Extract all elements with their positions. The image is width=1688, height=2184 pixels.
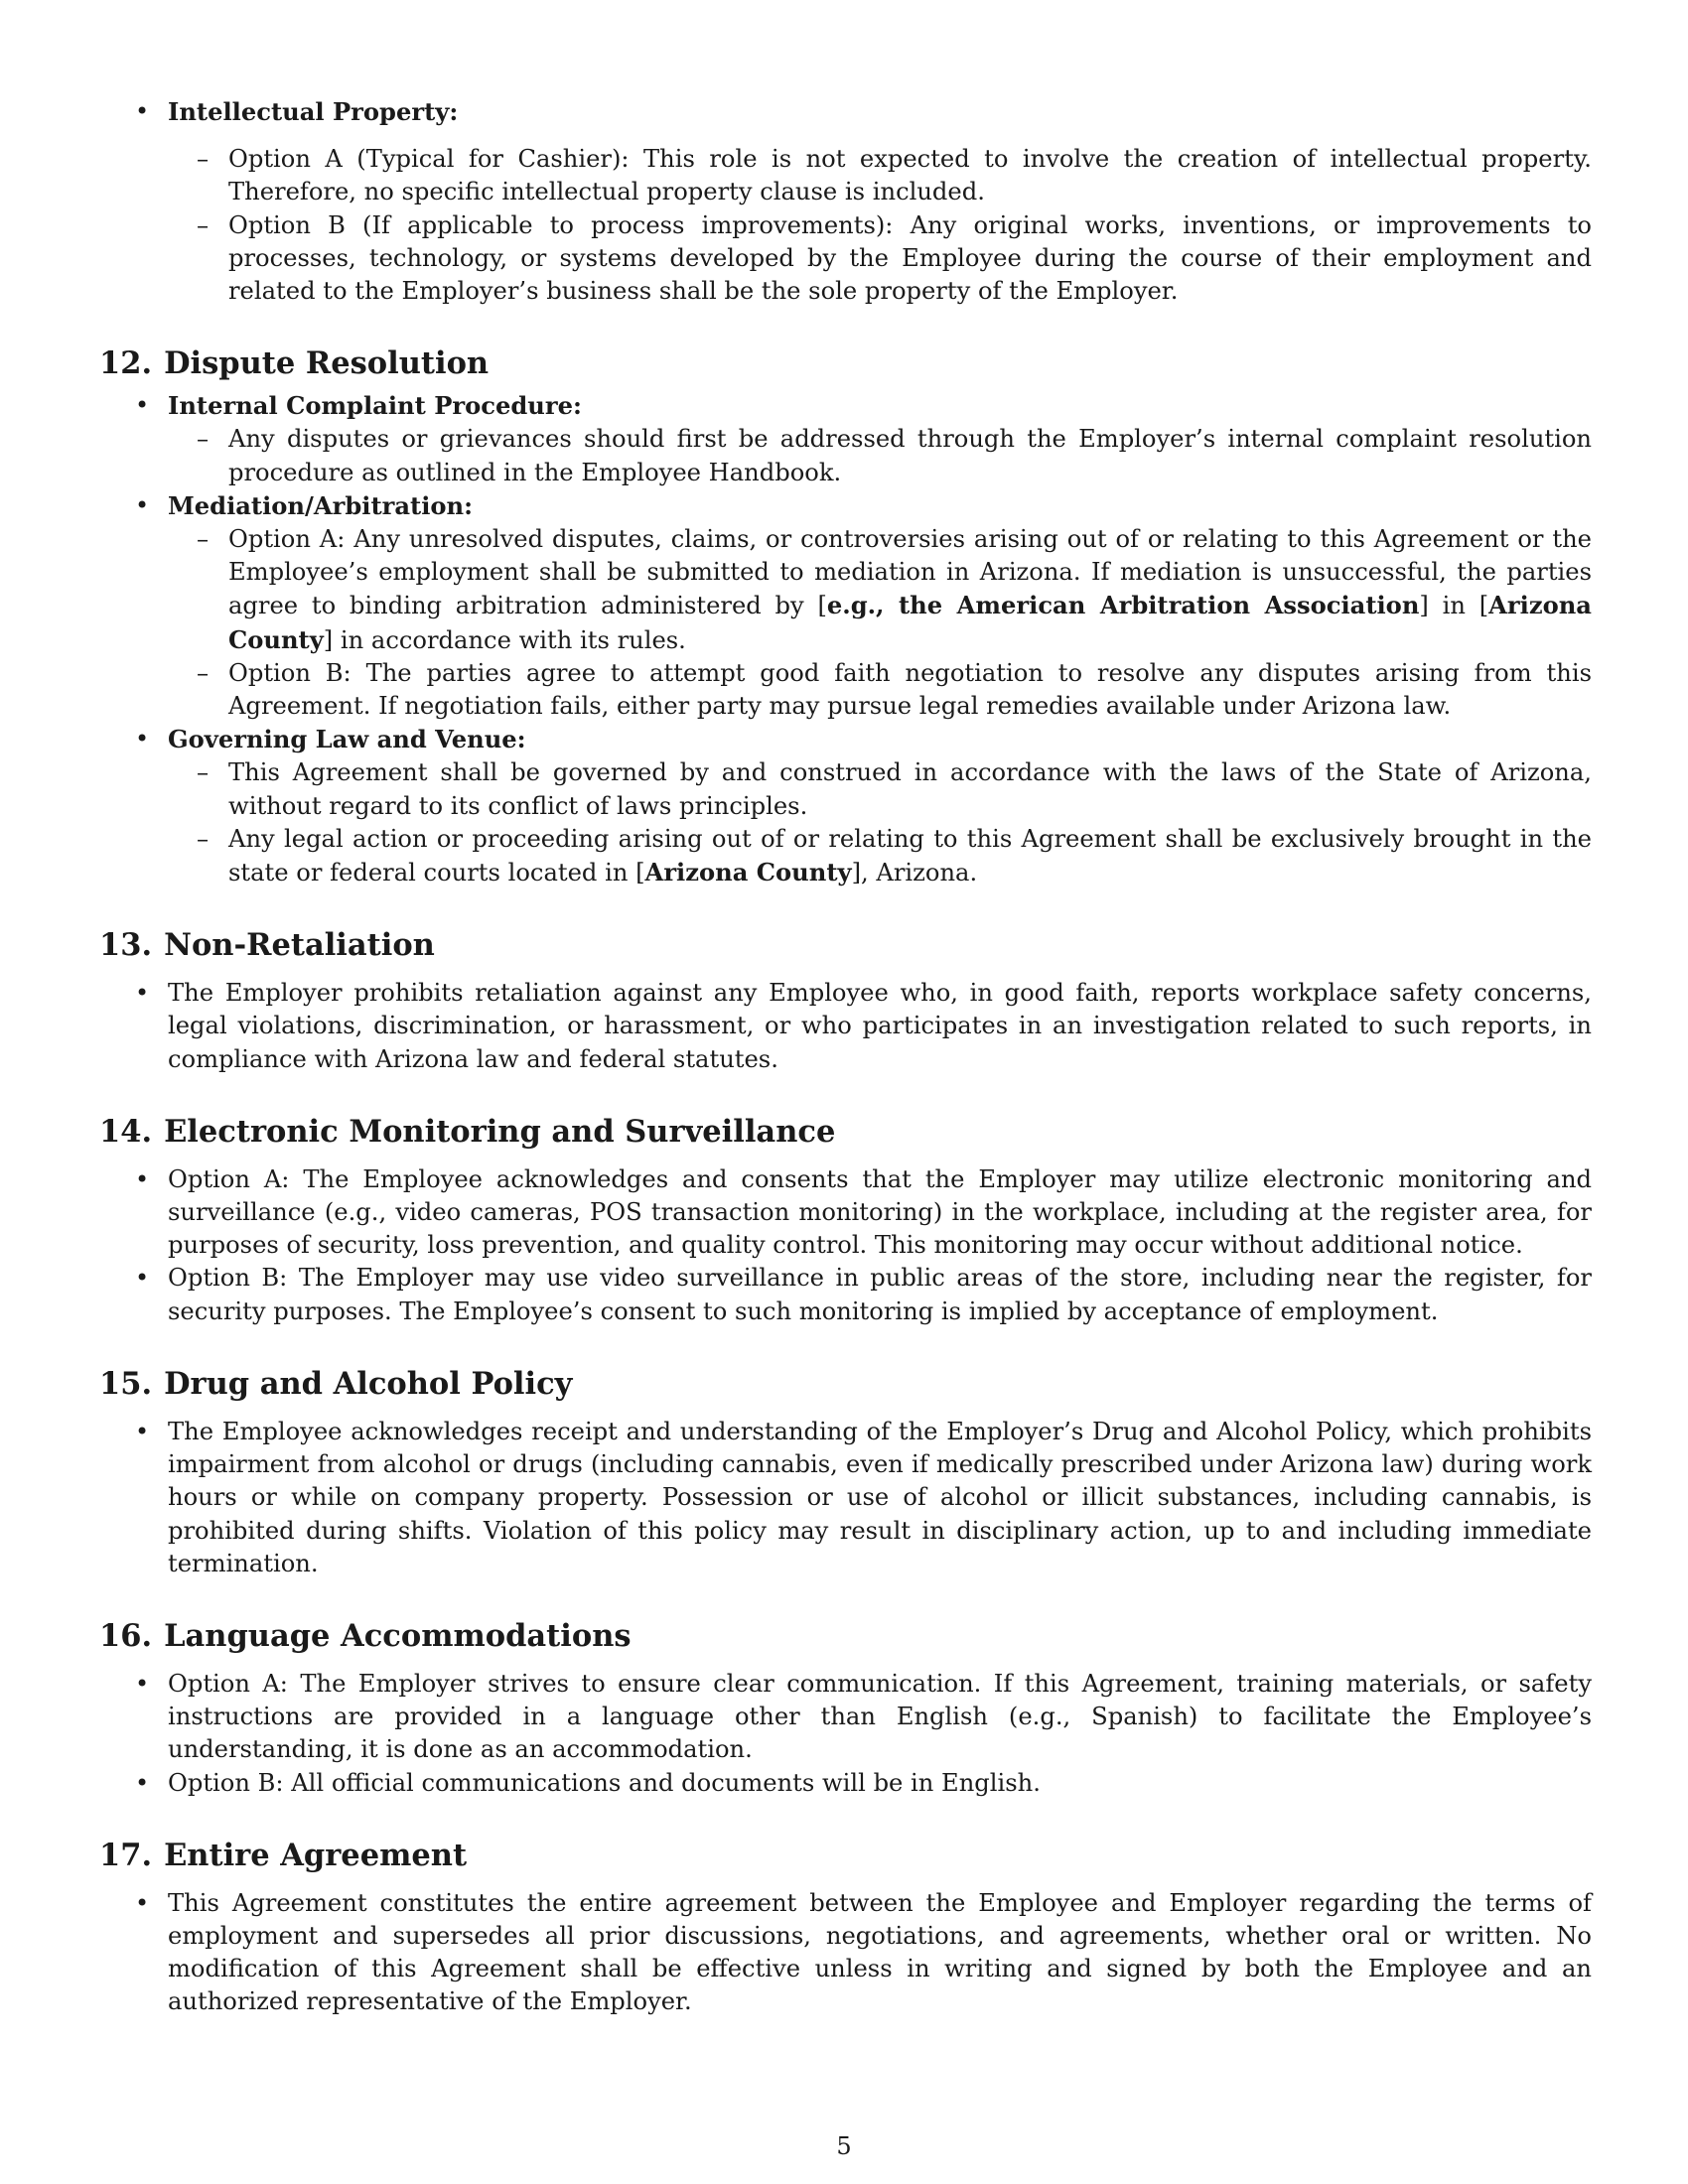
ip-option-a: – Option A (Typical for Cashier): This role is not expected to involve the creation of intellectual property. Therefore, no specific intellectual property clause is included. bbox=[99, 143, 1592, 208]
section-electronic-monitoring bbox=[99, 1112, 1592, 1328]
language-option-b: • Option B: All official communications and documents will be in English. bbox=[99, 1767, 1592, 1800]
section-dispute-resolution bbox=[99, 343, 1592, 889]
mediation-a-text-3: ] in accordance with its rules. bbox=[323, 625, 686, 654]
language-option-a: • Option A: The Employer strives to ensure clear communication. If this Agreement, training materials, or safety instructions are provided in a language other than English (e.g., Spanish) to facilitate the Employee’s understanding, it is done as an accommodation. bbox=[99, 1668, 1592, 1767]
monitoring-list bbox=[99, 1163, 1592, 1328]
section-heading bbox=[99, 1112, 1592, 1152]
law-2-text-b: ], Arizona. bbox=[851, 859, 978, 887]
mediation-a-text-1: Option A: Any unresolved disputes, claims, or controversies arising out of or relating to this Agreement or the Employee’s employment shall be submitted to mediation in Arizona. If mediation is unsuccessful, the parties agree to binding arbitration administered by [ bbox=[228, 525, 1592, 620]
mediation-option-b: – Option B: The parties agree to attempt good faith negotiation to resolve any disputes arising from this Agreement. If negotiation fails, either party may pursue legal remedies available under Arizona law. bbox=[99, 657, 1592, 723]
entire-agreement-list bbox=[99, 1887, 1592, 2019]
section-heading bbox=[99, 343, 1592, 383]
non-retaliation-list bbox=[99, 977, 1592, 1076]
ip-list bbox=[99, 95, 1592, 308]
section-title: Language Accommodations bbox=[164, 1617, 632, 1654]
section-number: 13. bbox=[99, 927, 153, 964]
page-number: 5 bbox=[836, 2132, 852, 2160]
section-drug-alcohol bbox=[99, 1364, 1592, 1580]
non-retaliation-text: • The Employer prohibits retaliation against any Employee who, in good faith, reports workplace safety concerns, legal violations, discrimination, or harassment, or who participates in an investigation related to such reports, in compliance with Arizona law and federal statutes. bbox=[99, 977, 1592, 1076]
mediation-a-bold-1: e.g., the American Arbitration Association bbox=[826, 591, 1420, 620]
ip-options bbox=[168, 143, 1592, 308]
section-title: Drug and Alcohol Policy bbox=[164, 1365, 573, 1402]
ip-label: Intellectual Property: bbox=[168, 97, 459, 126]
section-title: Non-Retaliation bbox=[164, 927, 435, 964]
monitoring-option-b: • Option B: The Employer may use video surveillance in public areas of the store, including near the register, for security purposes. The Employee’s consent to such monitoring is implied by acceptance of employment. bbox=[99, 1262, 1592, 1327]
governing-law-item bbox=[99, 723, 1592, 889]
section-number: 12. bbox=[99, 345, 153, 382]
internal-complaint-item bbox=[99, 389, 1592, 489]
governing-law-label: Governing Law and Venue: bbox=[168, 725, 526, 754]
mediation-option-a bbox=[99, 523, 1592, 657]
mediation-a-text-2: ] in [ bbox=[1419, 592, 1489, 620]
drug-alcohol-list bbox=[99, 1416, 1592, 1580]
section-number: 17. bbox=[99, 1837, 153, 1873]
governing-law-options bbox=[168, 756, 1592, 889]
monitoring-option-a: • Option A: The Employee acknowledges and consents that the Employer may utilize electronic monitoring and surveillance (e.g., video cameras, POS transaction monitoring) in the workplace, including at the register area, for purposes of security, loss prevention, and quality control. This monitoring may occur without additional notice. bbox=[99, 1163, 1592, 1263]
internal-complaint-options bbox=[168, 423, 1592, 488]
mediation-item bbox=[99, 489, 1592, 723]
section-non-retaliation bbox=[99, 925, 1592, 1076]
ip-item bbox=[99, 95, 1592, 308]
section-number: 15. bbox=[99, 1365, 153, 1402]
drug-alcohol-text: • The Employee acknowledges receipt and understanding of the Employer’s Drug and Alcohol Policy, which prohibits impairment from alcohol or drugs (including cannabis, even if medically prescribed under Arizona law) during work hours or while on company property. Possession or use of alcohol or illicit substances, including cannabis, is prohibited during shifts. Violation of this policy may result in disciplinary action, up to and including immediate termination. bbox=[99, 1416, 1592, 1580]
internal-complaint-label: Internal Complaint Procedure: bbox=[168, 391, 582, 421]
law-2-text-a: Any legal action or proceeding arising out of or relating to this Agreement shall be exclusively brought in the state or federal courts located in [ bbox=[228, 824, 1592, 887]
section-heading bbox=[99, 1616, 1592, 1656]
entire-agreement-text: • This Agreement constitutes the entire agreement between the Employee and Employer regarding the terms of employment and supersedes all prior discussions, negotiations, and agreements, whether oral or written. No modification of this Agreement shall be effective unless in writing and signed by both the Employee and an authorized representative of the Employer. bbox=[99, 1887, 1592, 2019]
document-page bbox=[99, 95, 1592, 2019]
governing-law-text-2 bbox=[99, 823, 1592, 889]
section-heading bbox=[99, 925, 1592, 965]
internal-complaint-text: – Any disputes or grievances should first be addressed through the Employer’s internal complaint resolution procedure as outlined in the Employee Handbook. bbox=[99, 423, 1592, 488]
language-list bbox=[99, 1668, 1592, 1800]
mediation-a-bold-2: Arizona County bbox=[228, 591, 1592, 654]
section-heading bbox=[99, 1836, 1592, 1875]
section-title: Electronic Monitoring and Surveillance bbox=[164, 1113, 836, 1150]
ip-option-b: – Option B (If applicable to process improvements): Any original works, inventions, or improvements to processes, technology, or systems developed by the Employee during the course of their employment and related to the Employer’s business shall be the sole property of the Employer. bbox=[99, 209, 1592, 309]
section-language-accommodations bbox=[99, 1616, 1592, 1800]
section-heading bbox=[99, 1364, 1592, 1404]
section-number: 14. bbox=[99, 1113, 153, 1150]
governing-law-text-1: – This Agreement shall be governed by and construed in accordance with the laws of the State of Arizona, without regard to its conflict of laws principles. bbox=[99, 756, 1592, 822]
section-title: Entire Agreement bbox=[164, 1837, 468, 1873]
mediation-label: Mediation/Arbitration: bbox=[168, 490, 474, 520]
law-2-bold: Arizona County bbox=[644, 858, 852, 887]
section-entire-agreement bbox=[99, 1836, 1592, 2019]
section-title: Dispute Resolution bbox=[164, 345, 490, 382]
section-number: 16. bbox=[99, 1617, 153, 1654]
mediation-options bbox=[168, 523, 1592, 723]
dispute-list bbox=[99, 389, 1592, 889]
